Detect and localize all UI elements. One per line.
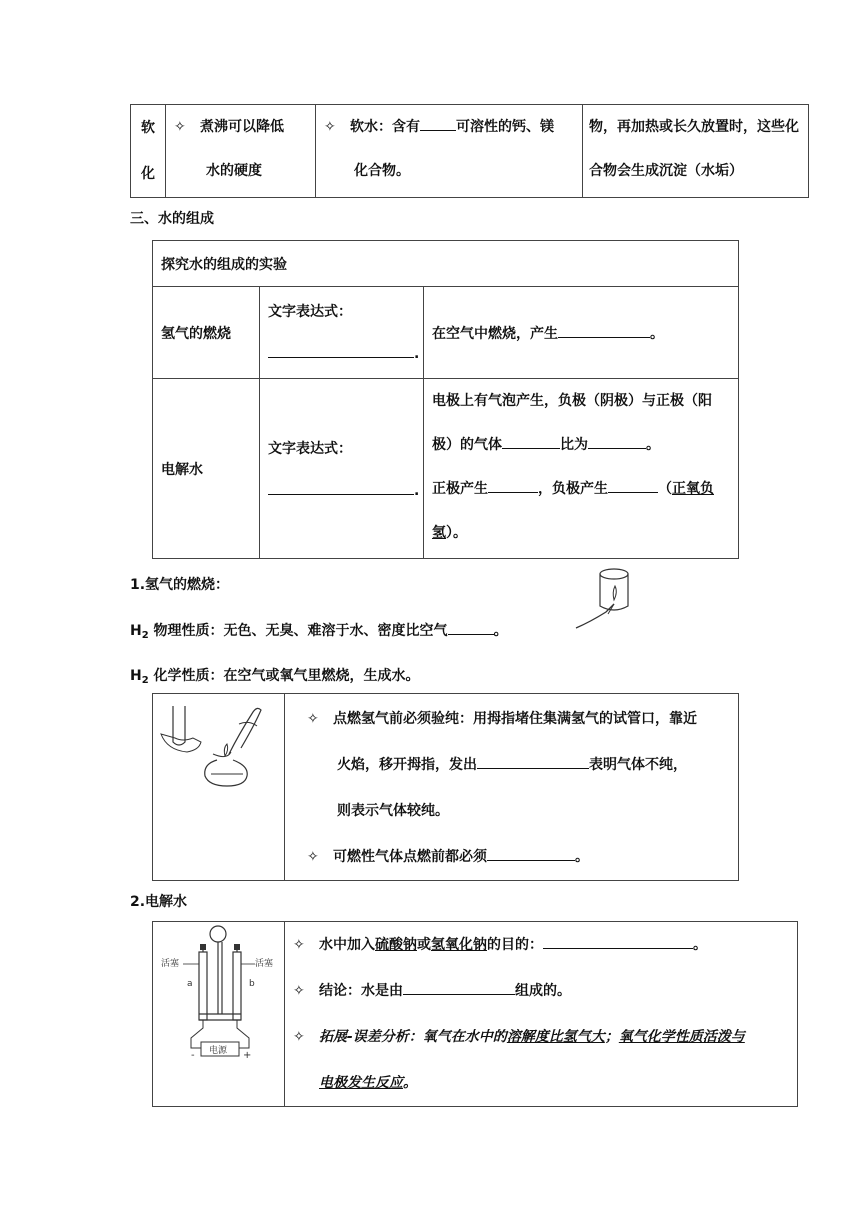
- h2-symbol: H: [130, 623, 142, 639]
- elec-label: 电解水: [161, 461, 203, 478]
- blank-line: [488, 478, 538, 493]
- soft-c2-a: 软水：含有: [350, 119, 420, 135]
- fig-minus: -: [191, 1050, 195, 1061]
- elec-line-2c: 。: [646, 437, 660, 453]
- diamond-star-icon: ✧: [307, 849, 319, 865]
- period: .: [414, 483, 420, 499]
- electrolysis-apparatus-illustration: [153, 922, 284, 1062]
- electrolysis-text-cell: [285, 922, 798, 1107]
- diamond-star-icon: ✧: [293, 983, 305, 999]
- blank-line: [477, 754, 589, 769]
- h2-symbol: H: [130, 668, 142, 684]
- blank-line: [487, 846, 575, 861]
- h2-chemical-text: 化学性质：在空气或氧气里燃烧，生成水。: [148, 668, 420, 684]
- h2-burn-heading: 1.氢气的燃烧：: [130, 577, 230, 593]
- elec-l2-a: 结论：水是由: [319, 983, 403, 999]
- soft-c3-a: 物，再加热或长久放置时，这些化: [589, 119, 799, 135]
- soft-c2-b: 化合物。: [354, 163, 410, 179]
- elec-l1-b: 的目的：: [487, 937, 543, 953]
- explore-title-cell: [153, 241, 739, 287]
- period: 。: [493, 623, 508, 639]
- explore-table: [152, 240, 739, 559]
- fig-power-label: 电源: [209, 1046, 228, 1056]
- soft-label-cell: [131, 105, 166, 198]
- elec-l3-u1: 溶解度比氢气大: [506, 1029, 605, 1045]
- purity-line-2b: 表明气体不纯，: [589, 757, 687, 773]
- purity-test-illustration: [153, 694, 284, 794]
- soft-c1-b: 水的硬度: [206, 163, 262, 179]
- fig-label-b: b: [249, 979, 255, 989]
- elec-l1-or: 或: [417, 937, 431, 953]
- blank-line: [558, 323, 650, 338]
- h2-formula-label: 文字表达式：: [268, 304, 352, 320]
- h2-desc-a: 在空气中燃烧，产生: [432, 325, 558, 342]
- elec-l1-u2: 氢氧化钠: [431, 937, 487, 953]
- h2-formula-cell: [260, 287, 424, 379]
- soft-c1-a: 煮沸可以降低: [200, 119, 284, 135]
- elec-l3-u2: 氧气化学性质活泼与: [618, 1029, 745, 1045]
- purity-line-3: 则表示气体较纯。: [337, 803, 449, 819]
- electrolysis-heading: 2.电解水: [130, 894, 188, 910]
- blank-line: [608, 478, 658, 493]
- elec-l1-c: 。: [693, 937, 707, 953]
- elec-line-2a: 极）的气体: [432, 437, 502, 453]
- hydrogen-burning-jar-illustration: [570, 560, 642, 632]
- purity-figure-cell: [153, 694, 285, 881]
- h2-chemical-line: [130, 665, 420, 685]
- elec-desc-cell: [424, 379, 739, 559]
- explore-title: 探究水的组成的实验: [161, 256, 287, 273]
- h2-physical-text: 物理性质：无色、无臭、难溶于水、密度比空气: [148, 623, 448, 639]
- blank-line: [420, 116, 456, 131]
- blank-line: [543, 934, 693, 949]
- elec-l2-b: 组成的。: [515, 983, 571, 999]
- diamond-star-icon: ✧: [293, 1029, 305, 1045]
- elec-l3-sep: ；: [604, 1029, 619, 1045]
- elec-line-4b: ）。: [446, 525, 467, 541]
- section-title: 三、水的组成: [130, 211, 214, 227]
- blank-line: [268, 343, 414, 358]
- elec-label-cell: [153, 379, 260, 559]
- blank-line: [448, 620, 494, 635]
- elec-line-3a: 正极产生: [432, 481, 488, 497]
- soft-cell-1: [166, 105, 316, 198]
- h2-subscript: 2: [141, 630, 149, 641]
- fig-label-right: 活塞: [255, 959, 274, 969]
- elec-line-4u: 氢: [432, 525, 446, 541]
- soft-c3-b: 合物会生成沉淀（水垢）: [589, 163, 743, 179]
- electrolysis-box: [152, 921, 798, 1107]
- period: .: [414, 346, 420, 362]
- purity-line-4b: 。: [575, 849, 589, 865]
- fig-plus: +: [243, 1050, 252, 1061]
- elec-l4-u: 电极发生反应: [319, 1075, 403, 1091]
- elec-l1-a: 水中加入: [319, 937, 375, 953]
- elec-formula-cell: [260, 379, 424, 559]
- soft-c2-a2: 可溶性的钙、镁: [456, 119, 554, 135]
- elec-line-3b: ，负极产生: [538, 481, 608, 497]
- diamond-star-icon: ✧: [324, 119, 336, 135]
- elec-l3-a: 拓展-误差分析：氧气在水中的: [319, 1029, 507, 1045]
- fig-label-a: a: [187, 979, 193, 989]
- purity-line-1: 点燃氢气前必须验纯：用拇指堵住集满氢气的试管口，靠近: [333, 711, 697, 727]
- blank-line: [502, 434, 560, 449]
- purity-box: [152, 693, 739, 881]
- h2-desc-cell: [424, 287, 739, 379]
- h2-label: 氢气的燃烧: [161, 325, 231, 342]
- h2-physical-line: [130, 620, 508, 640]
- diamond-star-icon: ✧: [307, 711, 319, 727]
- elec-line-1: 电极上有气泡产生，负极（阴极）与正极（阳: [432, 393, 712, 409]
- purity-text-cell: [285, 694, 739, 881]
- diamond-star-icon: ✧: [293, 937, 305, 953]
- h2-label-cell: [153, 287, 260, 379]
- softening-table: [130, 104, 809, 198]
- elec-line-2b: 比为: [560, 437, 588, 453]
- blank-line: [268, 480, 414, 495]
- blank-line: [588, 434, 646, 449]
- electrolysis-figure-cell: [153, 922, 285, 1107]
- h2-subscript: 2: [141, 675, 149, 686]
- purity-line-2a: 火焰，移开拇指，发出: [337, 757, 477, 773]
- elec-line-3c: （: [658, 481, 672, 497]
- h2-desc-b: 。: [650, 325, 664, 342]
- elec-line-3u: 正氧负: [672, 481, 714, 497]
- purity-line-4a: 可燃性气体点燃前都必须: [333, 849, 487, 865]
- elec-l4-b: 。: [403, 1075, 417, 1091]
- elec-l1-u1: 硫酸钠: [375, 937, 417, 953]
- elec-formula-label: 文字表达式：: [268, 441, 352, 457]
- blank-line: [403, 980, 515, 995]
- fig-label-left: 活塞: [161, 959, 180, 969]
- diamond-star-icon: ✧: [174, 119, 186, 135]
- soft-cell-2: [316, 105, 583, 198]
- soft-label: 软化: [141, 120, 155, 182]
- soft-cell-3: [583, 105, 809, 198]
